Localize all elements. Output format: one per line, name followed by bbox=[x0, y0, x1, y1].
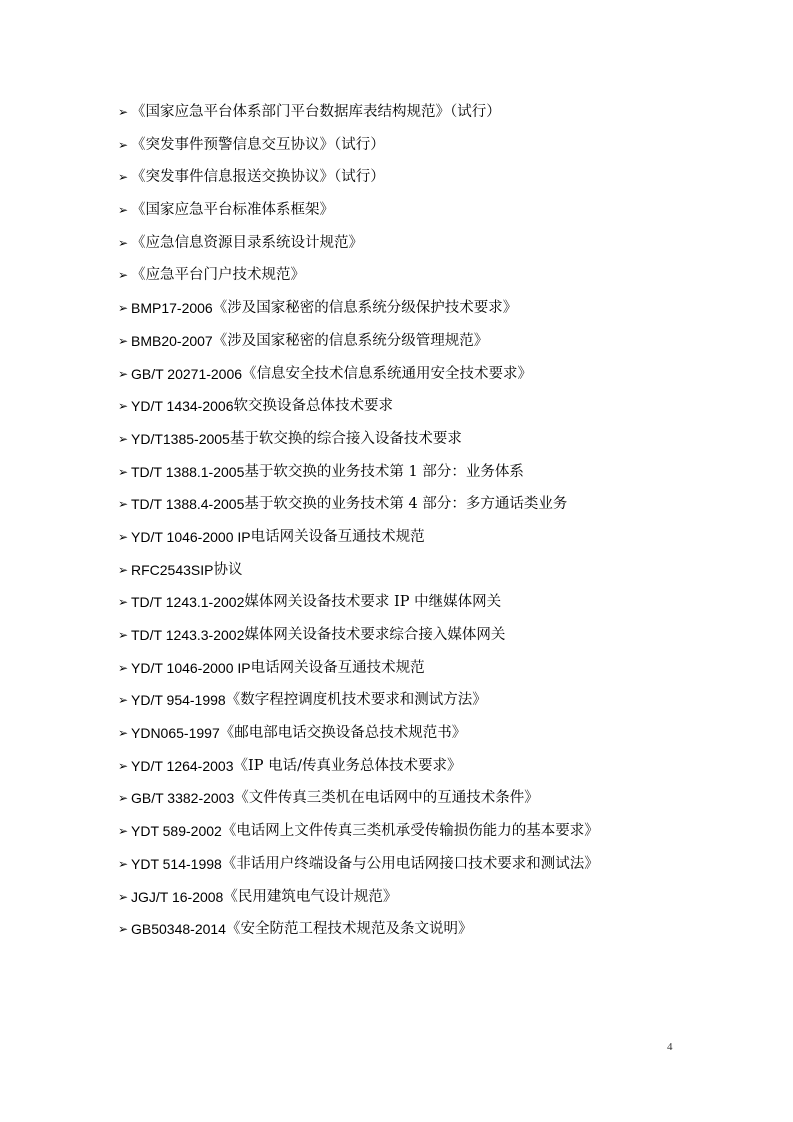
arrow-bullet-icon: ➢ bbox=[118, 105, 129, 119]
standard-code: JGJ/T 16-2008 bbox=[131, 888, 224, 905]
arrow-bullet-icon: ➢ bbox=[118, 170, 129, 185]
standard-code: YDN065-1997 bbox=[131, 725, 220, 742]
standard-title: 电话网关设备互通技术规范 bbox=[250, 659, 425, 676]
list-item bbox=[118, 557, 678, 590]
arrow-bullet-icon: ➢ bbox=[118, 726, 129, 741]
standard-code: YDT 514-1998 bbox=[131, 855, 222, 872]
list-item bbox=[118, 785, 678, 818]
list-item bbox=[118, 99, 678, 132]
standard-title: 《国家应急平台体系部门平台数据库表结构规范》（试行） bbox=[131, 104, 501, 120]
list-item bbox=[118, 164, 678, 197]
list-item bbox=[118, 655, 678, 688]
list-item bbox=[118, 393, 678, 426]
arrow-bullet-icon: ➢ bbox=[118, 628, 129, 642]
standard-title: 《应急信息资源目录系统设计规范》 bbox=[131, 234, 363, 251]
standard-title: 《非话用户终端设备与公用电话网接口技术要求和测试法》 bbox=[221, 855, 599, 872]
standard-title: 《国家应急平台标准体系框架》 bbox=[131, 202, 334, 219]
arrow-bullet-icon: ➢ bbox=[118, 791, 129, 806]
arrow-bullet-icon: ➢ bbox=[118, 529, 129, 544]
standard-title: 《民用建筑电气设计规范》 bbox=[223, 888, 398, 905]
standard-code: TD/T 1388.4-2005 bbox=[131, 496, 245, 513]
standard-title: 《电话网上文件传真三类机承受传输损伤能力的基本要求》 bbox=[221, 823, 599, 840]
list-item bbox=[118, 197, 678, 230]
standard-code: GB50348-2014 bbox=[131, 921, 226, 938]
list-item bbox=[118, 720, 678, 753]
list-item bbox=[118, 262, 678, 295]
standard-title: 《涉及国家秘密的信息系统分级保护技术要求》 bbox=[212, 300, 518, 317]
arrow-bullet-icon: ➢ bbox=[118, 856, 129, 871]
list-item bbox=[118, 491, 678, 524]
standard-code: BMB20-2007 bbox=[131, 332, 213, 349]
standard-title: 《突发事件信息报送交换协议》（试行） bbox=[131, 169, 385, 186]
page-number: 4 bbox=[667, 1041, 673, 1053]
standard-code: YD/T1385-2005 bbox=[131, 430, 230, 447]
standards-list bbox=[118, 99, 678, 949]
arrow-bullet-icon: ➢ bbox=[118, 333, 129, 348]
arrow-bullet-icon: ➢ bbox=[118, 693, 129, 708]
arrow-bullet-icon: ➢ bbox=[118, 922, 129, 937]
standard-title: 《数字程控调度机技术要求和测试方法》 bbox=[225, 692, 487, 709]
list-item bbox=[118, 426, 678, 459]
standard-title: 媒体网关设备技术要求 IP 中继媒体网关 bbox=[244, 594, 502, 611]
standard-title: 软交换设备总体技术要求 bbox=[233, 398, 393, 415]
arrow-bullet-icon: ➢ bbox=[118, 464, 129, 479]
arrow-bullet-icon: ➢ bbox=[118, 203, 129, 218]
list-item bbox=[118, 361, 678, 394]
arrow-bullet-icon: ➢ bbox=[118, 660, 129, 675]
list-item bbox=[118, 916, 678, 949]
standard-title: 基于软交换的综合接入设备技术要求 bbox=[229, 430, 462, 447]
standard-code: YD/T 1046-2000 IP bbox=[131, 659, 251, 676]
arrow-bullet-icon: ➢ bbox=[118, 366, 129, 381]
standard-title: 《IP 电话/传真业务总体技术要求》 bbox=[233, 757, 462, 774]
arrow-bullet-icon: ➢ bbox=[118, 595, 129, 610]
list-item bbox=[118, 818, 678, 851]
list-item bbox=[118, 589, 678, 622]
list-item bbox=[118, 524, 678, 557]
standard-code: YD/T 954-1998 bbox=[131, 692, 226, 709]
standard-title: 协议 bbox=[213, 561, 243, 578]
list-item bbox=[118, 328, 678, 361]
list-item bbox=[118, 851, 678, 884]
arrow-bullet-icon: ➢ bbox=[118, 137, 129, 152]
arrow-bullet-icon: ➢ bbox=[118, 301, 129, 316]
standard-title: 基于软交换的业务技术第 4 部分：多方通话类业务 bbox=[244, 496, 568, 513]
standard-title: 媒体网关设备技术要求综合接入媒体网关 bbox=[244, 627, 506, 643]
list-item bbox=[118, 230, 678, 263]
standard-title: 《信息安全技术信息系统通用安全技术要求》 bbox=[242, 365, 533, 382]
list-item bbox=[118, 132, 678, 165]
standard-code: YD/T 1264-2003 bbox=[131, 757, 234, 774]
standard-code: TD/T 1243.3-2002 bbox=[131, 627, 245, 643]
standard-code: BMP17-2006 bbox=[131, 300, 213, 317]
standard-code: YDT 589-2002 bbox=[131, 823, 222, 840]
arrow-bullet-icon: ➢ bbox=[118, 235, 129, 250]
standard-title: 《突发事件预警信息交互协议》（试行） bbox=[131, 136, 385, 153]
arrow-bullet-icon: ➢ bbox=[118, 268, 129, 283]
list-item bbox=[118, 622, 678, 655]
list-item bbox=[118, 884, 678, 917]
arrow-bullet-icon: ➢ bbox=[118, 758, 129, 773]
standard-title: 基于软交换的业务技术第 1 部分：业务体系 bbox=[244, 463, 524, 480]
list-item bbox=[118, 295, 678, 328]
standard-code: YD/T 1046-2000 IP bbox=[131, 528, 251, 545]
standard-code: TD/T 1243.1-2002 bbox=[131, 594, 245, 611]
arrow-bullet-icon: ➢ bbox=[118, 824, 129, 839]
list-item bbox=[118, 459, 678, 492]
arrow-bullet-icon: ➢ bbox=[118, 497, 129, 512]
standard-code: GB/T 20271-2006 bbox=[131, 365, 243, 382]
list-item bbox=[118, 753, 678, 786]
arrow-bullet-icon: ➢ bbox=[118, 431, 129, 446]
arrow-bullet-icon: ➢ bbox=[118, 562, 129, 577]
standard-title: 《文件传真三类机在电话网中的互通技术条件》 bbox=[234, 790, 539, 807]
standard-title: 《涉及国家秘密的信息系统分级管理规范》 bbox=[212, 332, 489, 349]
arrow-bullet-icon: ➢ bbox=[118, 889, 129, 904]
standard-title: 《邮电部电话交换设备总技术规范书》 bbox=[219, 725, 467, 742]
list-item bbox=[118, 687, 678, 720]
standard-code: GB/T 3382-2003 bbox=[131, 790, 235, 807]
standard-title: 《应急平台门户技术规范》 bbox=[131, 267, 305, 284]
standard-title: 电话网关设备互通技术规范 bbox=[250, 528, 425, 545]
standard-code: TD/T 1388.1-2005 bbox=[131, 463, 245, 480]
standard-code: RFC2543SIP bbox=[131, 561, 214, 578]
arrow-bullet-icon: ➢ bbox=[118, 399, 129, 414]
standard-title: 《安全防范工程技术规范及条文说明》 bbox=[225, 921, 473, 938]
standard-code: YD/T 1434-2006 bbox=[131, 398, 234, 415]
